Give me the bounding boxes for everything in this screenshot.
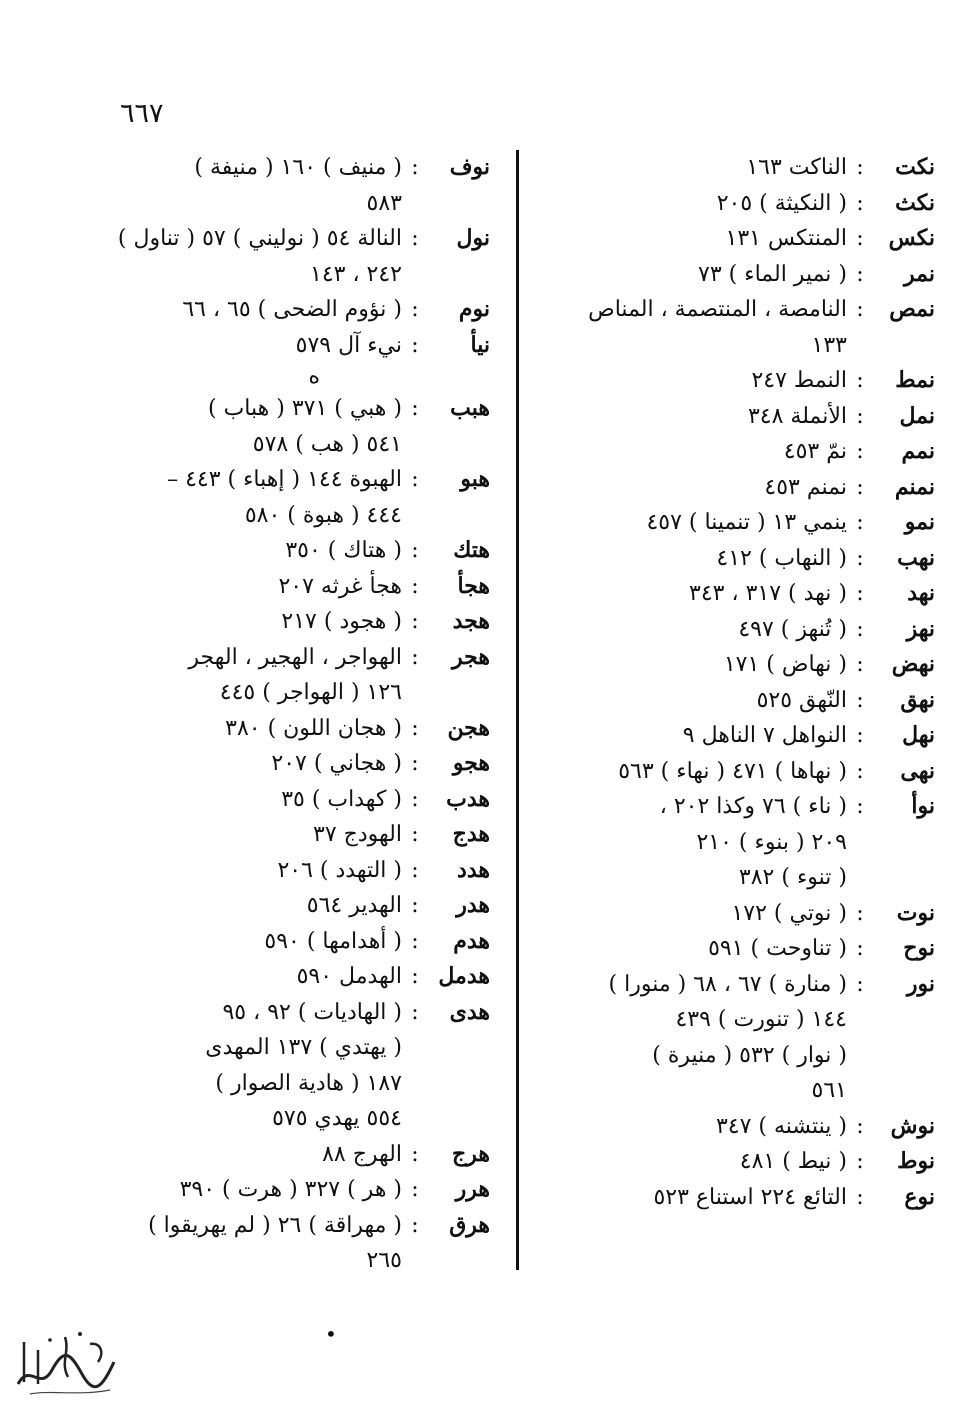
- entry-references: ينمي ١٣ ( تنمينا ) ٤٥٧: [646, 510, 847, 535]
- entry-root: هدج: [452, 821, 490, 847]
- index-entry: [115, 292, 490, 328]
- entry-references: التائع ٢٢٤ استناع ٥٢٣: [653, 1184, 847, 1210]
- entry-root: هجو: [452, 750, 490, 776]
- entry-references: الهدمل ٥٩٠: [296, 964, 402, 989]
- entry-colon: :: [856, 439, 864, 464]
- entry-references: هجأ غرثه ٢٠٧: [278, 573, 402, 599]
- index-entry: [115, 995, 490, 1031]
- index-entry: [535, 576, 935, 612]
- entry-references: ( مهراقة ) ٢٦ ( لم يهريقوا ) ٢٦٥: [148, 1212, 402, 1273]
- entry-references: ( كهداب ) ٣٥: [281, 786, 402, 812]
- entry-references: المنتكس ١٣١: [725, 226, 847, 251]
- index-entry: [115, 533, 490, 569]
- entry-references: ( تنوء ) ٣٨٢: [738, 865, 847, 890]
- entry-root: هدم: [453, 927, 490, 954]
- entry-colon: :: [411, 964, 419, 989]
- entry-colon: :: [856, 545, 864, 571]
- index-entry: [115, 569, 490, 605]
- entry-root: هرر: [455, 1176, 490, 1202]
- entry-references: ( الهاديات ) ٩٢ ، ٩٥: [222, 999, 402, 1025]
- index-entry: [535, 257, 935, 293]
- entry-root: هرق: [449, 1211, 490, 1238]
- index-entry: [115, 1101, 490, 1137]
- entry-colon: :: [411, 1212, 419, 1238]
- index-entry: [535, 789, 935, 825]
- entry-references: ٢٤٢ ، ١٤٣: [310, 261, 402, 287]
- entry-colon: :: [856, 474, 864, 500]
- entry-references: الهبوة ١٤٤ ( إهباء ) ٤٤٣ –: [167, 467, 402, 492]
- entry-colon: :: [411, 332, 419, 358]
- entry-references: ( هر ) ٣٢٧ ( هرت ) ٣٩٠: [179, 1177, 402, 1202]
- entry-root: نكت: [895, 154, 935, 180]
- entry-root: نوأ: [911, 793, 935, 819]
- entry-colon: :: [411, 226, 419, 251]
- entry-root: نكث: [895, 189, 935, 216]
- entry-root: نهب: [897, 544, 935, 571]
- entry-colon: :: [411, 573, 419, 599]
- entry-root: نمط: [895, 367, 935, 393]
- index-entry: [535, 150, 935, 186]
- entry-root: هدد: [457, 856, 490, 883]
- entry-root: هبب: [450, 395, 490, 421]
- entry-colon: :: [856, 687, 864, 713]
- entry-root: هدب: [446, 785, 490, 812]
- index-entry: [535, 434, 935, 470]
- entry-root: هجر: [452, 643, 490, 670]
- entry-colon: :: [856, 581, 864, 606]
- index-entry: [535, 1002, 935, 1038]
- index-entry: [535, 1038, 935, 1074]
- entry-colon: :: [411, 715, 419, 741]
- entry-root: هجد: [452, 608, 490, 634]
- index-entry: [115, 221, 490, 257]
- entry-root: نهق: [900, 686, 935, 713]
- entry-root: نهز: [906, 615, 935, 642]
- entry-references: الناكت ١٦٣: [746, 155, 847, 180]
- index-entry: [115, 604, 490, 640]
- index-entry: [535, 1109, 935, 1145]
- column-divider: [516, 150, 519, 1270]
- entry-colon: :: [411, 396, 419, 421]
- entry-references: ( نؤوم الضحى ) ٦٥ ، ٦٦: [182, 297, 402, 322]
- decorative-dot: •: [325, 1322, 337, 1346]
- entry-references: ( أهدامها ) ٥٩٠: [264, 928, 402, 954]
- entry-references: النمط ٢٤٧: [751, 368, 847, 393]
- index-entry: [115, 711, 490, 747]
- entry-colon: :: [411, 467, 419, 492]
- entry-references: نيء آل ٥٧٩: [295, 332, 402, 358]
- entry-colon: :: [411, 857, 419, 883]
- entry-references: الهواجر ، الهجير ، الهجر: [188, 644, 402, 670]
- entry-colon: :: [411, 297, 419, 322]
- entry-colon: :: [856, 971, 864, 997]
- index-column-right: [535, 150, 935, 1215]
- index-entry: [535, 860, 935, 896]
- index-entry: [115, 1030, 490, 1066]
- index-entry: [115, 1208, 490, 1279]
- index-entry: [115, 427, 490, 463]
- index-column-left: [115, 150, 490, 1279]
- entry-colon: :: [411, 822, 419, 847]
- entry-root: هجأ: [457, 572, 490, 599]
- index-entry: [115, 640, 490, 676]
- entry-root: نوت: [896, 899, 935, 926]
- entry-references: ( نوار ) ٥٣٢ ( منيرة ): [652, 1042, 847, 1068]
- index-entry: [535, 683, 935, 719]
- entry-colon: :: [411, 999, 419, 1025]
- index-entry: [115, 1172, 490, 1208]
- index-entry: [535, 470, 935, 506]
- index-entry: [115, 462, 490, 498]
- entry-root: هدمل: [438, 963, 490, 989]
- entry-root: هدر: [456, 892, 490, 918]
- entry-colon: :: [411, 155, 419, 180]
- entry-colon: :: [856, 1184, 864, 1210]
- index-entry: [115, 1137, 490, 1173]
- entry-root: نول: [456, 225, 490, 251]
- entry-references: ( هجاني ) ٢٠٧: [271, 751, 402, 776]
- entry-references: ( تناوحت ) ٥٩١: [708, 936, 847, 961]
- entry-references: نمّ ٤٥٣: [783, 439, 847, 464]
- index-entry: [535, 1144, 935, 1180]
- index-entry: [115, 782, 490, 818]
- index-entry: [535, 541, 935, 577]
- section-letter-separator: ه: [308, 364, 320, 389]
- entry-references: ١٣٣: [811, 332, 847, 358]
- entry-root: نوح: [903, 935, 935, 961]
- entry-references: الأنملة ٣٤٨: [747, 403, 847, 429]
- entry-root: نور: [906, 970, 935, 997]
- entry-colon: :: [856, 368, 864, 393]
- entry-references: ( هبي ) ٣٧١ ( هباب ): [208, 396, 402, 421]
- entry-root: نكس: [888, 225, 935, 251]
- entry-root: نمر: [904, 260, 935, 287]
- entry-references: ( النهاب ) ٤١٢: [716, 545, 847, 571]
- entry-colon: :: [856, 723, 864, 748]
- index-entry: [535, 718, 935, 754]
- entry-colon: :: [856, 936, 864, 961]
- entry-references: ( منيف ) ١٦٠ ( منيفة ): [194, 155, 402, 180]
- entry-colon: :: [856, 616, 864, 642]
- entry-colon: :: [856, 794, 864, 819]
- index-entry: [535, 363, 935, 399]
- entry-colon: :: [411, 893, 419, 918]
- index-entry: [115, 888, 490, 924]
- entry-root: هرج: [452, 1140, 490, 1167]
- index-entry: [115, 959, 490, 995]
- entry-colon: :: [856, 1149, 864, 1174]
- entry-references: ( ناء ) ٧٦ وكذا ٢٠٢ ،: [659, 794, 847, 819]
- entry-references: ٥٥٤ يهدي ٥٧٥: [272, 1106, 402, 1131]
- entry-colon: :: [411, 928, 419, 954]
- entry-colon: :: [411, 609, 419, 634]
- index-entry: [115, 853, 490, 889]
- entry-colon: :: [856, 190, 864, 216]
- entry-root: نمل: [899, 402, 935, 429]
- index-entry: [535, 328, 935, 364]
- page-number: ٦٦٧: [120, 98, 164, 129]
- entry-references: نمنم ٤٥٣: [764, 474, 847, 500]
- entry-colon: :: [411, 786, 419, 812]
- index-entry: [535, 292, 935, 328]
- entry-references: ( هجان اللون ) ٣٨٠: [225, 715, 402, 741]
- entry-references: ١٨٧ ( هادية الصوار ): [215, 1070, 402, 1096]
- entry-root: نمم: [901, 438, 935, 464]
- entry-colon: :: [856, 900, 864, 926]
- entry-colon: :: [856, 652, 864, 677]
- entry-colon: :: [856, 510, 864, 535]
- entry-root: نوش: [890, 1112, 935, 1139]
- entry-references: ( يهتدي ) ١٣٧ المهدى: [205, 1035, 402, 1060]
- entry-root: هجن: [447, 714, 490, 741]
- index-entry: [535, 399, 935, 435]
- index-entry: [535, 1180, 935, 1216]
- entry-references: ( منارة ) ٦٧ ، ٦٨ ( منورا ): [608, 971, 847, 997]
- entry-references: ١٤٤ ( تنورت ) ٤٣٩: [675, 1007, 847, 1032]
- index-entry: [535, 186, 935, 222]
- index-entry: [535, 896, 935, 932]
- entry-references: النّهق ٥٢٥: [756, 687, 847, 713]
- entry-root: نوم: [458, 296, 490, 322]
- index-entry: [115, 817, 490, 853]
- entry-references: النالة ٥٤ ( نوليني ) ٥٧ ( تناول ): [117, 226, 402, 251]
- index-entry: [535, 221, 935, 257]
- entry-references: ١٢٦ ( الهواجر ) ٤٤٥: [219, 680, 402, 705]
- entry-references: ( التهدد ) ٢٠٦: [277, 857, 402, 883]
- entry-colon: :: [856, 297, 864, 322]
- entry-references: ( النكيثة ) ٢٠٥: [716, 190, 847, 216]
- index-entry: [535, 647, 935, 683]
- index-entry: [535, 1073, 935, 1109]
- entry-references: ( نوتي ) ١٧٢: [731, 900, 847, 926]
- index-entry: [115, 328, 490, 364]
- entry-colon: :: [856, 403, 864, 429]
- entry-root: نوع: [904, 1183, 935, 1210]
- entry-references: ( نمير الماء ) ٧٣: [698, 261, 847, 287]
- calligraphy-stamp: [10, 1322, 120, 1402]
- entry-root: نهد: [907, 580, 935, 606]
- index-entry: [115, 257, 490, 293]
- entry-references: ( نهاها ) ٤٧١ ( نهاء ) ٥٦٣: [618, 758, 847, 784]
- entry-root: هدى: [449, 998, 490, 1025]
- entry-references: ٥٤١ ( هب ) ٥٧٨: [252, 431, 402, 457]
- entry-references: ٥٦١: [811, 1078, 847, 1103]
- index-entry: [115, 150, 490, 186]
- index-entry: [115, 675, 490, 711]
- index-entry: [535, 931, 935, 967]
- entry-root: نيأ: [470, 331, 490, 358]
- entry-references: ( هتاك ) ٣٥٠: [285, 538, 402, 563]
- entry-colon: :: [856, 226, 864, 251]
- index-entry: [115, 391, 490, 427]
- entry-root: نمنم: [894, 473, 935, 500]
- entry-colon: :: [411, 1141, 419, 1167]
- index-entry: [115, 924, 490, 960]
- index-entry: [115, 186, 490, 222]
- entry-references: الهودج ٣٧: [313, 822, 402, 847]
- entry-references: الهرج ٨٨: [322, 1141, 402, 1167]
- entry-references: ٢٠٩ ( بنوء ) ٢١٠: [696, 829, 847, 855]
- entry-colon: :: [411, 751, 419, 776]
- entry-references: الهدير ٥٦٤: [306, 893, 402, 918]
- entry-colon: :: [856, 155, 864, 180]
- entry-root: نوف: [449, 154, 490, 180]
- entry-root: نهى: [900, 757, 935, 784]
- index-entry: [115, 746, 490, 782]
- entry-references: ( هجود ) ٢١٧: [281, 609, 402, 634]
- index-entry: [535, 825, 935, 861]
- index-entry: [535, 967, 935, 1003]
- index-entry: [535, 754, 935, 790]
- index-entry: [535, 505, 935, 541]
- entry-root: هتك: [453, 537, 490, 563]
- entry-references: ( تُنهز ) ٤٩٧: [738, 616, 847, 642]
- entry-references: ٤٤٤ ( هبوة ) ٥٨٠: [244, 502, 402, 528]
- entry-root: نمو: [904, 509, 935, 535]
- entry-root: نمص: [889, 296, 935, 322]
- entry-references: النواهل ٧ الناهل ٩: [682, 723, 847, 748]
- index-entry: [535, 612, 935, 648]
- entry-references: النامصة ، المنتصمة ، المناص: [588, 297, 847, 322]
- entry-references: ٥٨٣: [366, 190, 402, 216]
- entry-references: ( نهاض ) ١٧١: [723, 652, 847, 677]
- entry-references: ( نهد ) ٣١٧ ، ٣٤٣: [689, 581, 847, 606]
- entry-colon: :: [856, 261, 864, 287]
- entry-root: نهل: [902, 722, 935, 748]
- entry-root: نهض: [891, 651, 935, 677]
- entry-references: ( ينتشنه ) ٣٤٧: [715, 1113, 847, 1139]
- entry-root: نوط: [897, 1148, 935, 1174]
- entry-references: ( نيط ) ٤٨١: [739, 1149, 847, 1174]
- entry-colon: :: [856, 1113, 864, 1139]
- entry-colon: :: [411, 538, 419, 563]
- entry-colon: :: [411, 644, 419, 670]
- index-entry: [115, 498, 490, 534]
- entry-colon: :: [856, 758, 864, 784]
- entry-colon: :: [411, 1177, 419, 1202]
- entry-root: هبو: [460, 466, 490, 492]
- index-entry: [115, 1066, 490, 1102]
